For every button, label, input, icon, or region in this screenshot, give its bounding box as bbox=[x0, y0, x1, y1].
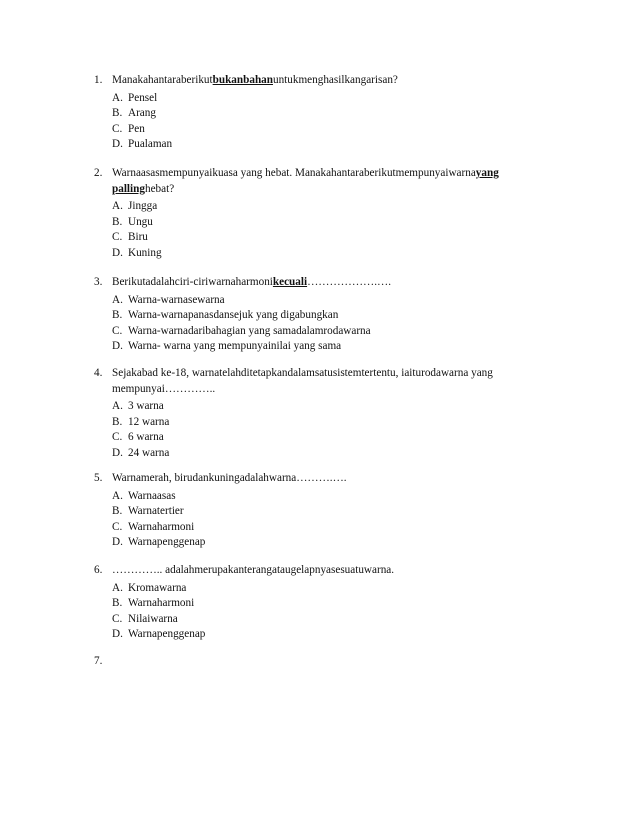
option-text: Warnaharmoni bbox=[128, 597, 195, 609]
question-number: 1. bbox=[94, 74, 103, 86]
options-list bbox=[112, 489, 534, 551]
options-list bbox=[112, 399, 534, 461]
option-text: Kuning bbox=[128, 246, 162, 259]
option-letter: D. bbox=[112, 536, 123, 548]
option bbox=[112, 520, 534, 536]
option-text: Warna-warnadaribahagian yang samadalamrodawarna bbox=[128, 324, 371, 337]
question-text-part: hebat? bbox=[144, 182, 175, 195]
option-text: Pualaman bbox=[128, 138, 173, 150]
question-text bbox=[112, 166, 534, 197]
option-text: 12 warna bbox=[128, 415, 170, 428]
option-letter: B. bbox=[112, 505, 123, 517]
question-1 bbox=[94, 73, 534, 153]
question-number: 3. bbox=[94, 276, 103, 288]
option bbox=[112, 215, 534, 231]
option bbox=[112, 324, 534, 340]
question-text: Sejakabad ke-18, warnatelahditetapkandalamsatusistemtertentu, iaiturodawarna yang mempunyai………….. bbox=[112, 367, 493, 395]
question-text-part: Manakahantaraberikut bbox=[112, 74, 213, 86]
question-number: 5. bbox=[94, 472, 103, 484]
option-letter: C. bbox=[112, 231, 123, 243]
options-list bbox=[112, 581, 534, 643]
option bbox=[112, 230, 534, 246]
option-letter: A. bbox=[112, 400, 123, 412]
option-text: Warnapenggenap bbox=[128, 628, 206, 640]
question-number: 7. bbox=[94, 655, 103, 667]
option bbox=[112, 415, 534, 431]
option-letter: A. bbox=[112, 489, 123, 502]
option-letter: B. bbox=[112, 107, 123, 119]
option-text: Biru bbox=[128, 231, 148, 243]
emphasized-text: kecuali bbox=[272, 276, 308, 288]
option-text: 6 warna bbox=[128, 431, 164, 443]
option-letter: A. bbox=[112, 293, 123, 306]
emphasized-text: bukanbahan bbox=[212, 74, 273, 86]
option-letter: D. bbox=[112, 446, 123, 459]
option bbox=[112, 535, 534, 551]
option-letter: C. bbox=[112, 122, 123, 135]
option bbox=[112, 308, 534, 324]
emphasized-text: yang palling bbox=[112, 167, 499, 195]
option bbox=[112, 91, 534, 107]
option-text: 3 warna bbox=[128, 400, 164, 412]
option-text: Ungu bbox=[128, 215, 153, 228]
question-3 bbox=[94, 275, 534, 355]
question-text-part: ……………….…. bbox=[307, 276, 391, 288]
option-letter: B. bbox=[112, 215, 123, 228]
option bbox=[112, 246, 534, 262]
option-text: Warna-warnasewarna bbox=[128, 293, 225, 306]
question-4 bbox=[94, 366, 534, 461]
option-letter: D. bbox=[112, 340, 123, 352]
option bbox=[112, 627, 534, 643]
option-text: Warnatertier bbox=[128, 505, 184, 517]
question-2 bbox=[94, 166, 534, 261]
question-number: 2. bbox=[94, 167, 103, 179]
option-text: Arang bbox=[128, 107, 156, 119]
option-letter: C. bbox=[112, 612, 123, 625]
option-letter: A. bbox=[112, 91, 123, 104]
option bbox=[112, 489, 534, 505]
option bbox=[112, 199, 534, 215]
option bbox=[112, 430, 534, 446]
option-letter: C. bbox=[112, 431, 123, 443]
question-6 bbox=[94, 563, 534, 643]
option-text: Warnaharmoni bbox=[128, 520, 195, 533]
question-text: Warnamerah, birudankuningadalahwarna……….…. bbox=[112, 472, 347, 484]
option-text: Warnapenggenap bbox=[128, 536, 206, 548]
option-text: Kromawarna bbox=[128, 581, 187, 594]
question-number: 4. bbox=[94, 367, 103, 379]
option bbox=[112, 293, 534, 309]
option-text: Nilaiwarna bbox=[128, 612, 178, 625]
question-text bbox=[112, 275, 534, 291]
option bbox=[112, 612, 534, 628]
option bbox=[112, 339, 534, 355]
question-text-part: Warnaasasmempunyaikuasa yang hebat. Manakahantaraberikutmempunyaiwarna bbox=[112, 167, 476, 179]
option-text: 24 warna bbox=[128, 446, 170, 459]
option-text: Pensel bbox=[128, 91, 158, 104]
option-letter: C. bbox=[112, 520, 123, 533]
option-text: Warnaasas bbox=[128, 489, 176, 502]
option bbox=[112, 399, 534, 415]
option-letter: D. bbox=[112, 246, 123, 259]
question-text-part: Berikutadalahciri-ciriwarnaharmoni bbox=[112, 276, 273, 288]
options-list bbox=[112, 91, 534, 153]
option-letter: B. bbox=[112, 597, 123, 609]
question-text-part: untukmenghasilkangarisan? bbox=[272, 74, 398, 86]
option-text: Jingga bbox=[128, 200, 158, 212]
question-5 bbox=[94, 471, 534, 551]
option bbox=[112, 581, 534, 597]
option-text: Warna- warna yang mempunyainilai yang sama bbox=[128, 340, 342, 352]
option-text: Pen bbox=[128, 122, 145, 135]
option bbox=[112, 596, 534, 612]
options-list bbox=[112, 293, 534, 355]
question-number: 6. bbox=[94, 564, 103, 576]
option-letter: C. bbox=[112, 324, 123, 337]
question-text: ………….. adalahmerupakanterangataugelapnyasesuatuwarna. bbox=[112, 564, 395, 576]
option bbox=[112, 504, 534, 520]
options-list bbox=[112, 199, 534, 261]
option-letter: A. bbox=[112, 581, 123, 594]
option bbox=[112, 106, 534, 122]
option-letter: B. bbox=[112, 415, 123, 428]
option bbox=[112, 446, 534, 462]
question-text bbox=[112, 73, 534, 89]
option-letter: D. bbox=[112, 628, 123, 640]
option-letter: A. bbox=[112, 200, 123, 212]
option bbox=[112, 137, 534, 153]
option-text: Warna-warnapanasdansejuk yang digabungkan bbox=[128, 309, 339, 321]
option-letter: D. bbox=[112, 138, 123, 150]
option bbox=[112, 122, 534, 138]
option-letter: B. bbox=[112, 309, 123, 321]
